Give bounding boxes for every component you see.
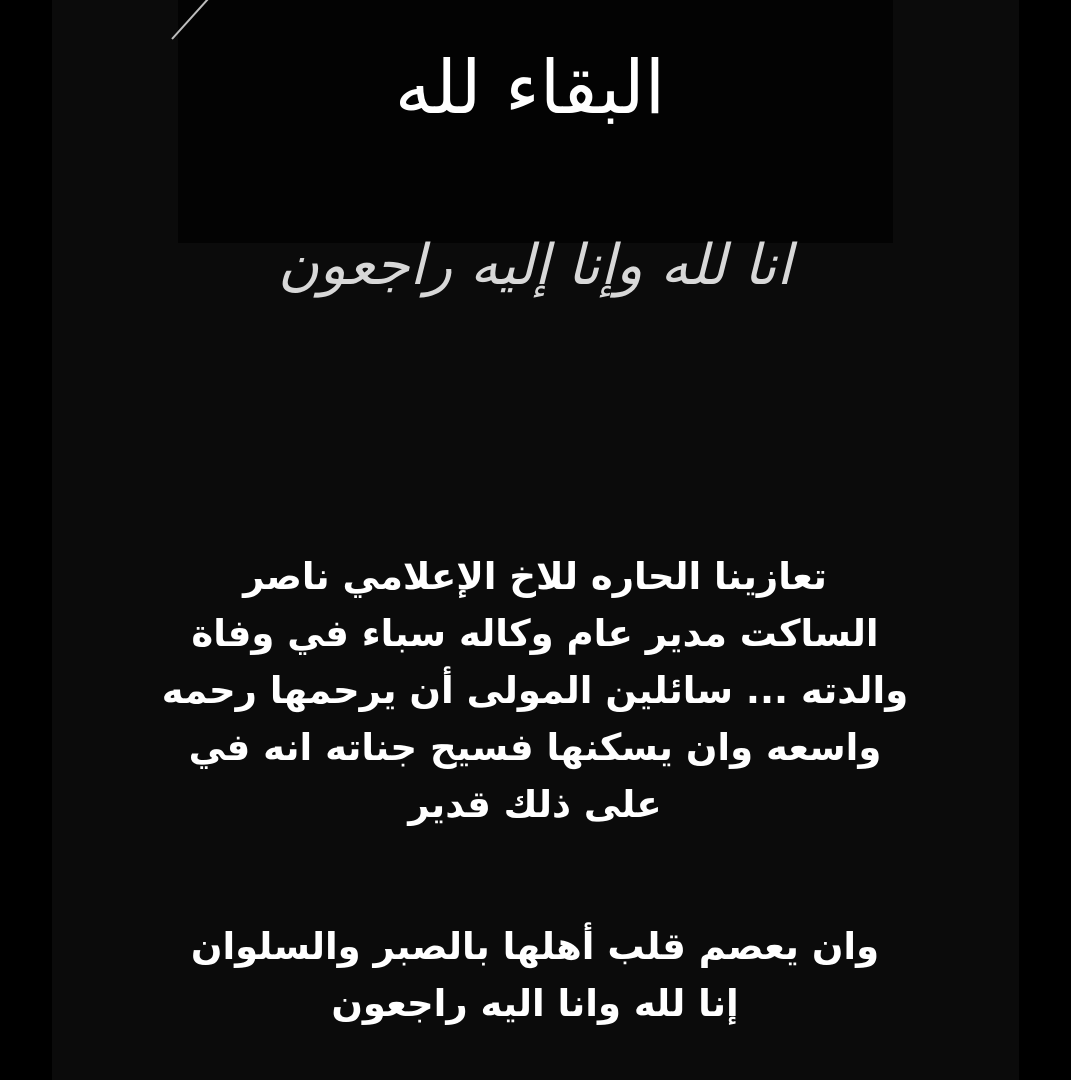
right-border [1019, 0, 1071, 1080]
message-line: الساكت مدير عام وكاله سباء في وفاة [191, 612, 879, 655]
left-border [0, 0, 52, 1080]
closing-prayer [140, 918, 930, 1032]
message-line: واسعه وان يسكنها فسيح جناته انه في [188, 726, 882, 769]
closing-line: إنا لله وانا اليه راجعون [331, 982, 739, 1025]
condolence-message [140, 548, 930, 833]
closing-line: وان يعصم قلب أهلها بالصبر والسلوان [190, 925, 880, 968]
message-line: والدته ... سائلين المولى أن يرحمها رحمه [161, 669, 909, 712]
quran-verse-calligraphy: انا لله وإنا إليه راجعون [277, 233, 793, 298]
message-line: تعازينا الحاره للاخ الإعلامي ناصر [243, 555, 827, 598]
page-title: البقاء لله [394, 45, 666, 131]
message-line: على ذلك قدير [408, 783, 662, 826]
